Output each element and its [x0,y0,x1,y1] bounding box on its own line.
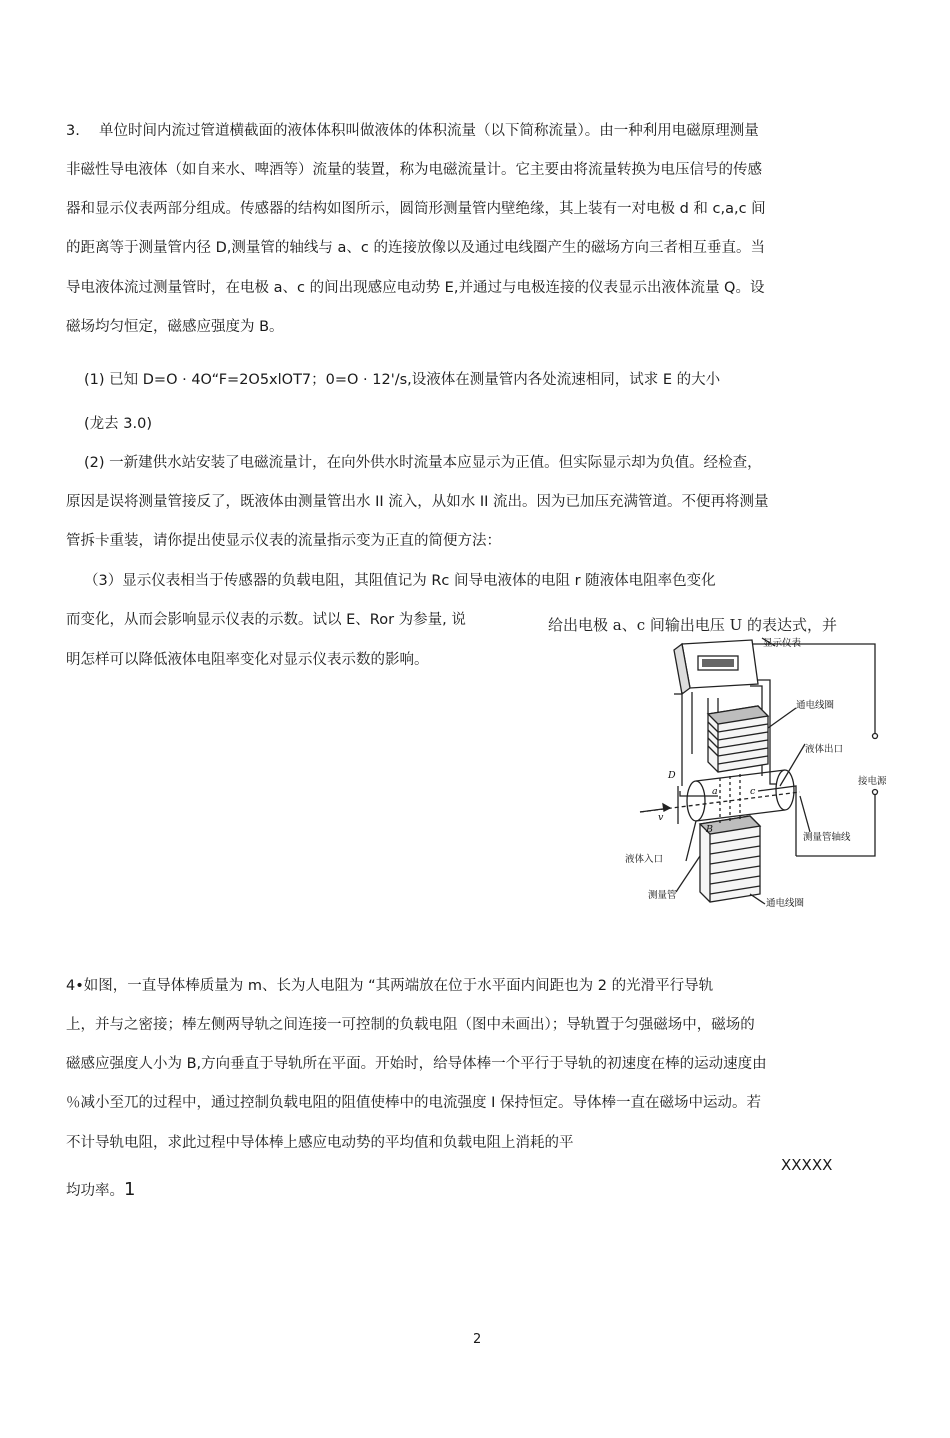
q4-line-3: 磁感应强度人小为 B,方向垂直于导轨所在平面。开始时，给导体棒一个平行于导轨的初速度在棒的运动速度由 [66,1056,767,1072]
figure-caption: 给出电极 a、c 间输出电压 U 的表达式，并 [548,616,838,634]
label-v: v [658,812,664,823]
label-a: a [712,786,718,797]
q3-line-2: 非磁性导电液体（如自来水、啤酒等）流量的装置，称为电磁流量计。它主要由将流量转换为电压信号的传感 [66,162,762,178]
q4-line-6 [66,1180,135,1201]
q4-line-5: 不计导轨电阻，求此过程中导体棒上感应电动势的平均值和负载电阻上消耗的平 [66,1135,574,1151]
label-D: D [668,770,676,781]
q4-tail-text: 均功率。 [66,1183,124,1199]
label-B: B [706,824,713,835]
q3-line-4: 的距离等于测量管内径 D,测量管的轴线与 a、c 的连接放像以及通过电线圈产生的磁场方向三者相互垂直。当 [66,240,765,256]
label-power: 接电源 [858,776,887,787]
q4-tail-number: 1 [124,1179,136,1200]
q3-line-5: 导电液体流过测量管时，在电极 a、c 的间出现感应电动势 E,并通过与电极连接的仪表显示出液体流量 Q。设 [66,280,765,296]
q3-line-6: 磁场均匀恒定，磁感应强度为 B。 [66,319,284,335]
q4-line-2: 上，并与之密接；棒左侧两导轨之间连接一可控制的负载电阻（图中未画出）；导轨置于匀强磁场中，磁场的 [66,1017,755,1033]
q3-line-1: 3. 单位时间内流过管道横截面的液体体积叫做液体的体积流量（以下简称流量）。由一种利用电磁原理测量 [66,123,759,139]
label-tube: 测量管 [648,890,677,901]
page-number: 2 [473,1332,482,1347]
q4-line-1: 4•如图，一直导体棒质量为 m、长为人电阻为 “其两端放在位于水平面内间距也为 2 的光滑平行导轨 [66,978,714,994]
q3-part3-line-3: 明怎样可以降低液体电阻率变化对显示仪表示数的影响。 [66,652,429,668]
label-axis: 测量管轴线 [803,832,851,843]
q3-part2-line-2: 原因是误将测量管接反了，既液体由测量管出水 II 流入，从如水 II 流出。因为已加压充满管道。不便再将测量 [66,494,769,510]
flowmeter-diagram [600,636,900,925]
label-outlet: 液体出口 [805,744,844,755]
q3-line-3: 器和显示仪表两部分组成。传感器的结构如图所示，圆筒形测量管内壁绝缘，其上装有一对电极 d 和 c,a,c 间 [66,201,766,217]
q3-part2-line-1: (2) 一新建供水站安装了电磁流量计，在向外供水时流量本应显示为正值。但实际显示却为负值。经检查， [84,455,762,471]
q3-part2-line-3: 管拆卡重装，请你提出使显示仪表的流量指示变为正直的简便方法： [66,533,501,549]
q3-part1-answer: (龙去 3.0) [84,416,152,432]
q4-line-4: ％减小至兀的过程中，通过控制负载电阻的阻值使棒中的电流强度 I 保持恒定。导体棒一直在磁场中运动。若 [66,1095,761,1111]
q3-part3-line-2: 而变化，从而会影响显示仪表的示数。试以 E、Ror 为参量, 说 [66,612,466,628]
q3-part3-line-1: （3）显示仪表相当于传感器的负载电阻，其阻值记为 Rc 间导电液体的电阻 r 随液体电阻率色变化 [84,573,716,589]
label-coil-bottom: 通电线圈 [766,898,805,909]
q3-part1: (1) 已知 D=O · 4O“F=2O5xlOT7；0=O · 12'/s,设液体在测量管内各处流速相同，试求 E 的大小 [84,372,721,388]
placeholder-xxxxx: XXXXX [781,1156,833,1174]
label-inlet: 液体入口 [625,854,664,865]
label-display: 显示仪表 [763,638,802,649]
label-c: c [750,786,756,797]
label-coil-top: 通电线圈 [796,700,835,711]
